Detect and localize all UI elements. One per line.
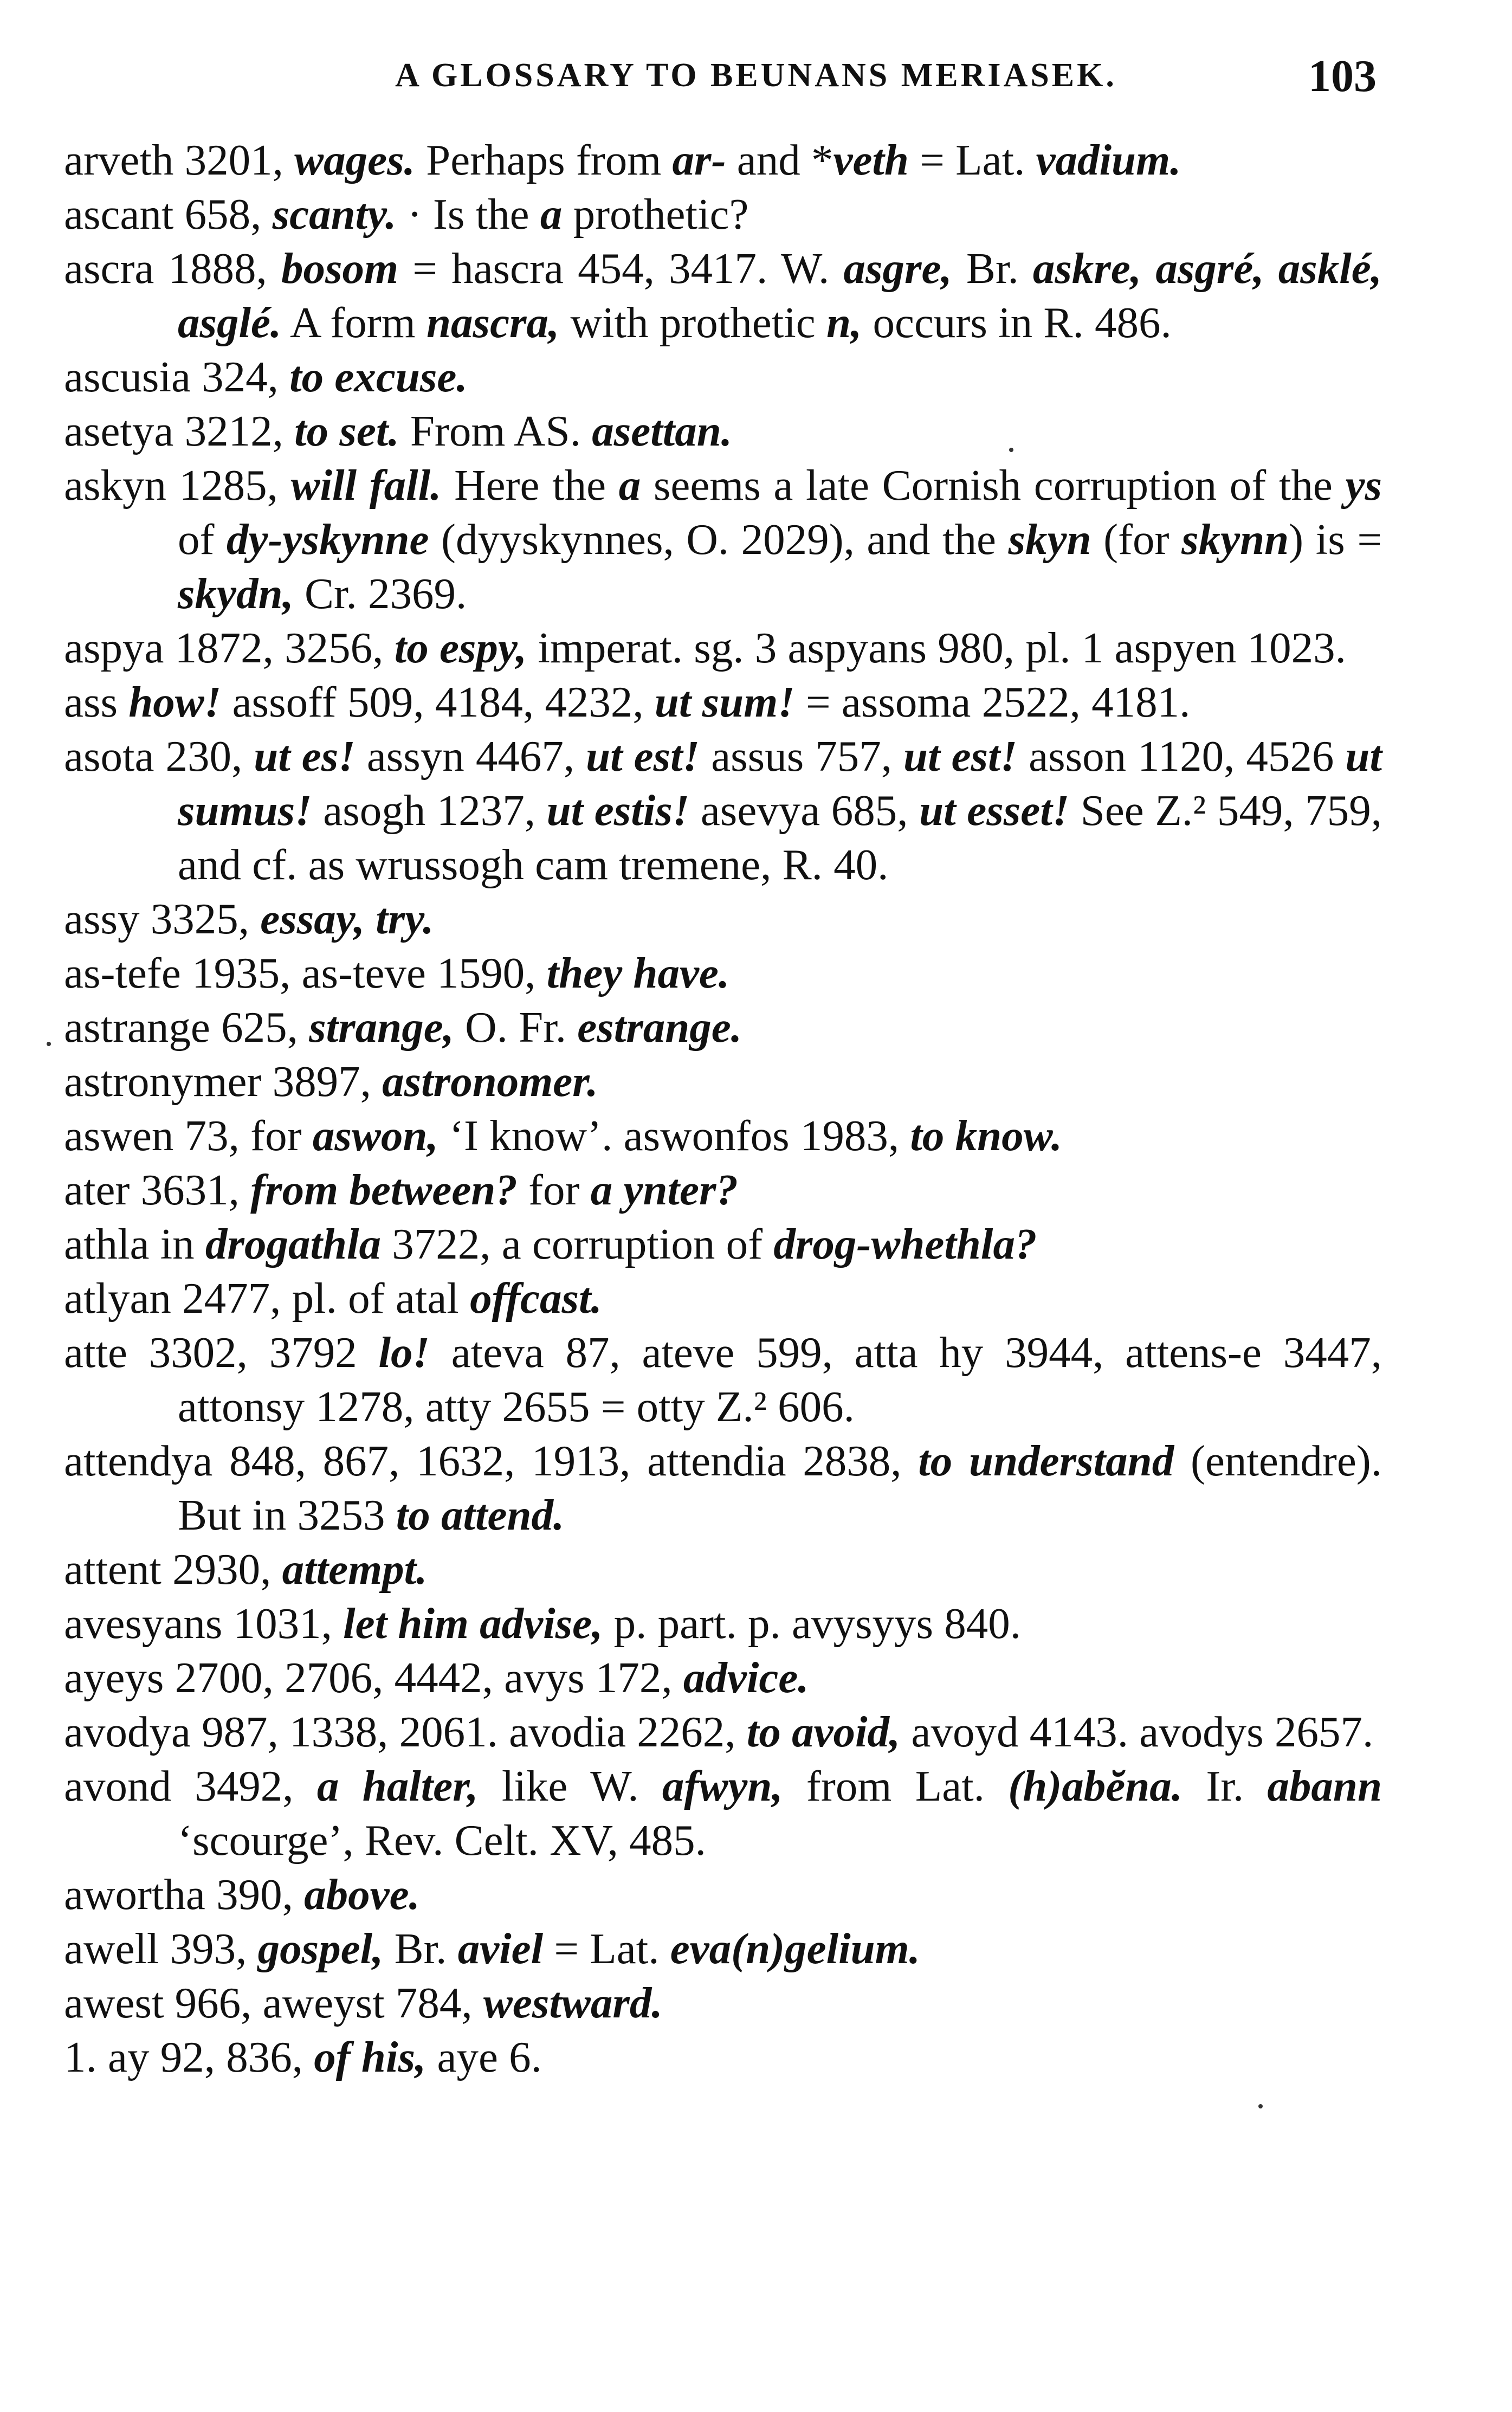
entry-text: for — [517, 1165, 591, 1214]
entry-text: avesyans 1031, — [64, 1599, 344, 1648]
gloss-italic: n, — [826, 298, 862, 347]
glossary-entry — [64, 1054, 1382, 1108]
gloss-italic: advice. — [683, 1653, 809, 1702]
entry-text: ass — [64, 678, 129, 726]
entry-text: = Lat. — [908, 136, 1036, 184]
gloss-italic: skyn — [1008, 515, 1091, 564]
gloss-italic: to excuse. — [289, 352, 468, 401]
glossary-entry — [64, 458, 1382, 621]
entry-text: arveth 3201, — [64, 136, 295, 184]
glossary-entries — [64, 133, 1382, 2084]
entry-text: astronymer 3897, — [64, 1057, 383, 1106]
gloss-italic: veth — [833, 136, 909, 184]
page-number: 103 — [1308, 51, 1377, 101]
gloss-italic: attempt. — [282, 1545, 428, 1594]
gloss-italic: from between? — [250, 1165, 518, 1214]
entry-text: of — [178, 515, 227, 564]
gloss-italic: lo! — [378, 1328, 430, 1377]
entry-text: asson 1120, 4526 — [1017, 732, 1346, 781]
gloss-italic: strange, — [309, 1003, 454, 1052]
glossary-entry — [64, 729, 1382, 892]
gloss-italic: afwyn, — [662, 1762, 783, 1810]
entry-text: assy 3325, — [64, 894, 261, 943]
entry-text: ‘scourge’, Rev. Celt. XV, 485. — [178, 1816, 706, 1865]
gloss-italic: ys — [1345, 461, 1382, 510]
gloss-italic: astronomer. — [382, 1057, 598, 1106]
gloss-italic: aswon, — [312, 1111, 438, 1160]
glossary-entry — [64, 404, 1382, 458]
entry-text: (entendre). But in 3253 — [178, 1436, 1382, 1539]
gloss-italic: wages. — [294, 136, 415, 184]
entry-text: athla in — [64, 1220, 205, 1268]
gloss-italic: essay, try. — [260, 894, 434, 943]
gloss-italic: to set. — [294, 407, 399, 455]
glossary-entry — [64, 621, 1382, 675]
entry-text: asota 230, — [64, 732, 254, 781]
entry-text: atte 3302, 3792 — [64, 1328, 379, 1377]
gloss-italic: nascra, — [427, 298, 560, 347]
entry-text: ateva 87, ateve 599, atta hy 3944, attens-e 3447, attonsy 1278, atty 2655 = otty Z.² 606. — [178, 1328, 1382, 1431]
running-title: A GLOSSARY TO BEUNANS MERIASEK. — [395, 57, 1117, 94]
gloss-italic: asettan. — [592, 407, 733, 455]
entry-text: asogh 1237, — [312, 786, 547, 835]
entry-text: avoyd 4143. avodys 2657. — [900, 1707, 1374, 1756]
glossary-entry — [64, 133, 1382, 187]
glossary-entry — [64, 892, 1382, 946]
entry-text: astrange 625, — [64, 1003, 309, 1052]
gloss-italic: how! — [128, 678, 222, 726]
gloss-italic: ut sum! — [654, 678, 795, 726]
entry-text: like W. — [478, 1762, 662, 1810]
entry-text: (dyyskynnes, O. 2029), and the — [429, 515, 1009, 564]
glossary-entry — [64, 1000, 1382, 1054]
gloss-italic: ar- — [672, 136, 726, 184]
gloss-italic: ut es! — [254, 732, 356, 781]
entry-text: ascusia 324, — [64, 352, 290, 401]
entry-text: = assoma 2522, 4181. — [794, 678, 1191, 726]
entry-text: atlyan 2477, pl. of atal — [64, 1274, 470, 1323]
entry-text: = Lat. — [543, 1924, 670, 1973]
entry-text: occurs in R. 486. — [862, 298, 1172, 347]
entry-text: ascra 1888, — [64, 244, 281, 293]
print-speck — [47, 1042, 51, 1046]
entry-text: awortha 390, — [64, 1870, 305, 1919]
gloss-italic: ut estis! — [546, 786, 690, 835]
gloss-italic: a halter, — [316, 1762, 479, 1810]
entry-text: as-tefe 1935, as-teve 1590, — [64, 949, 547, 997]
entry-text: Cr. 2369. — [293, 569, 467, 618]
gloss-italic: eva(n)gelium. — [670, 1924, 920, 1973]
gloss-italic: ut est! — [903, 732, 1018, 781]
entry-text: ‘I know’. aswonfos 1983, — [438, 1111, 910, 1160]
entry-text: = hascra 454, 3417. W. — [398, 244, 844, 293]
gloss-italic: a ynter? — [590, 1165, 739, 1214]
entry-text: from Lat. — [783, 1762, 1009, 1810]
entry-text: 3722, a corruption of — [381, 1220, 774, 1268]
gloss-italic: westward. — [483, 1978, 663, 2027]
gloss-italic: skydn, — [178, 569, 294, 618]
entry-text: prothetic? — [562, 190, 749, 238]
entry-text: assoff 509, 4184, 4232, — [221, 678, 655, 726]
entry-text: avond 3492, — [64, 1762, 317, 1810]
entry-text: askyn 1285, — [64, 461, 291, 510]
entry-text: ascant 658, — [64, 190, 273, 238]
glossary-entry — [64, 1163, 1382, 1217]
gloss-italic: above. — [304, 1870, 420, 1919]
glossary-entry — [64, 1217, 1382, 1271]
glossary-entry — [64, 675, 1382, 729]
print-speck — [1009, 448, 1013, 452]
gloss-italic: skynn — [1181, 515, 1289, 564]
glossary-entry — [64, 1596, 1382, 1650]
gloss-italic: let him advise, — [343, 1599, 603, 1648]
entry-text: Perhaps from — [415, 136, 673, 184]
gloss-italic: to understand — [918, 1436, 1174, 1485]
entry-text: aye 6. — [426, 2033, 542, 2081]
gloss-italic: to espy, — [394, 623, 527, 672]
entry-text: O. Fr. — [454, 1003, 578, 1052]
gloss-italic: ut est! — [586, 732, 700, 781]
gloss-italic: they have. — [546, 949, 730, 997]
entry-text: ) is = — [1289, 515, 1382, 564]
entry-text: attent 2930, — [64, 1545, 282, 1594]
glossary-entry — [64, 1434, 1382, 1542]
glossary-entry — [64, 2030, 1382, 2084]
glossary-entry — [64, 1976, 1382, 2030]
glossary-entry — [64, 1271, 1382, 1325]
glossary-entry — [64, 187, 1382, 241]
gloss-italic: a — [618, 461, 641, 510]
gloss-italic: ut esset! — [919, 786, 1070, 835]
entry-text: · Is the — [396, 190, 540, 238]
entry-text: asetya 3212, — [64, 407, 295, 455]
entry-text: attendya 848, 867, 1632, 1913, attendia 2838, — [64, 1436, 919, 1485]
gloss-italic: to attend. — [396, 1491, 565, 1539]
glossary-entry — [64, 1650, 1382, 1705]
print-speck — [1258, 2104, 1263, 2108]
glossary-entry — [64, 1325, 1382, 1434]
gloss-italic: scanty. — [272, 190, 397, 238]
entry-text: Br. — [952, 244, 1033, 293]
gloss-italic: dy-yskynne — [227, 515, 429, 564]
entry-text: assus 757, — [700, 732, 904, 781]
glossary-entry — [64, 350, 1382, 404]
gloss-italic: of his, — [314, 2033, 427, 2081]
entry-text: 1. ay 92, 836, — [64, 2033, 314, 2081]
gloss-italic: drog-whethla? — [773, 1220, 1037, 1268]
entry-text: A form — [281, 298, 427, 347]
glossary-entry — [64, 1867, 1382, 1921]
entry-text: Here the — [441, 461, 619, 510]
entry-text: ater 3631, — [64, 1165, 251, 1214]
gloss-italic: askre, asgré, asklé, asglé. — [178, 244, 1382, 347]
entry-text: (for — [1091, 515, 1182, 564]
gloss-italic: drogathla — [205, 1220, 382, 1268]
gloss-italic: bosom — [281, 244, 399, 293]
gloss-italic: vadium. — [1036, 136, 1181, 184]
gloss-italic: aviel — [457, 1924, 544, 1973]
glossary-entry — [64, 1705, 1382, 1759]
entry-text: with prothetic — [559, 298, 826, 347]
entry-text: Br. — [383, 1924, 458, 1973]
entry-text: awest 966, aweyst 784, — [64, 1978, 483, 2027]
entry-text: See Z.² 549, 759, and cf. as wrussogh cam tremene, R. 40. — [178, 786, 1382, 889]
gloss-italic: to know. — [910, 1111, 1062, 1160]
glossary-entry — [64, 1921, 1382, 1976]
glossary-entry — [64, 1542, 1382, 1596]
entry-text: seems a late Cornish corruption of the — [641, 461, 1346, 510]
entry-text: awell 393, — [64, 1924, 258, 1973]
entry-text: assyn 4467, — [355, 732, 586, 781]
glossary-entry — [64, 1108, 1382, 1163]
entry-text: From AS. — [399, 407, 592, 455]
gloss-italic: gospel, — [257, 1924, 384, 1973]
page-header — [0, 50, 1512, 109]
gloss-italic: a — [540, 190, 563, 238]
glossary-entry — [64, 1759, 1382, 1867]
gloss-italic: asgre, — [843, 244, 952, 293]
entry-text: p. part. p. avysyys 840. — [603, 1599, 1022, 1648]
gloss-italic: ut sumus! — [178, 732, 1382, 835]
gloss-italic: to avoid, — [746, 1707, 901, 1756]
gloss-italic: will fall. — [290, 461, 442, 510]
glossary-entry — [64, 946, 1382, 1000]
entry-text: ayeys 2700, 2706, 4442, avys 172, — [64, 1653, 683, 1702]
gloss-italic: (h)abĕna. — [1008, 1762, 1183, 1810]
glossary-entry — [64, 241, 1382, 350]
entry-text: and * — [726, 136, 833, 184]
entry-text: Ir. — [1183, 1762, 1268, 1810]
entry-text: imperat. sg. 3 aspyans 980, pl. 1 aspyen 1023. — [527, 623, 1346, 672]
entry-text: aspya 1872, 3256, — [64, 623, 395, 672]
entry-text: aswen 73, for — [64, 1111, 313, 1160]
gloss-italic: abann — [1267, 1762, 1382, 1810]
entry-text: asevya 685, — [689, 786, 920, 835]
entry-text: avodya 987, 1338, 2061. avodia 2262, — [64, 1707, 747, 1756]
gloss-italic: estrange. — [577, 1003, 742, 1052]
gloss-italic: offcast. — [470, 1274, 602, 1323]
